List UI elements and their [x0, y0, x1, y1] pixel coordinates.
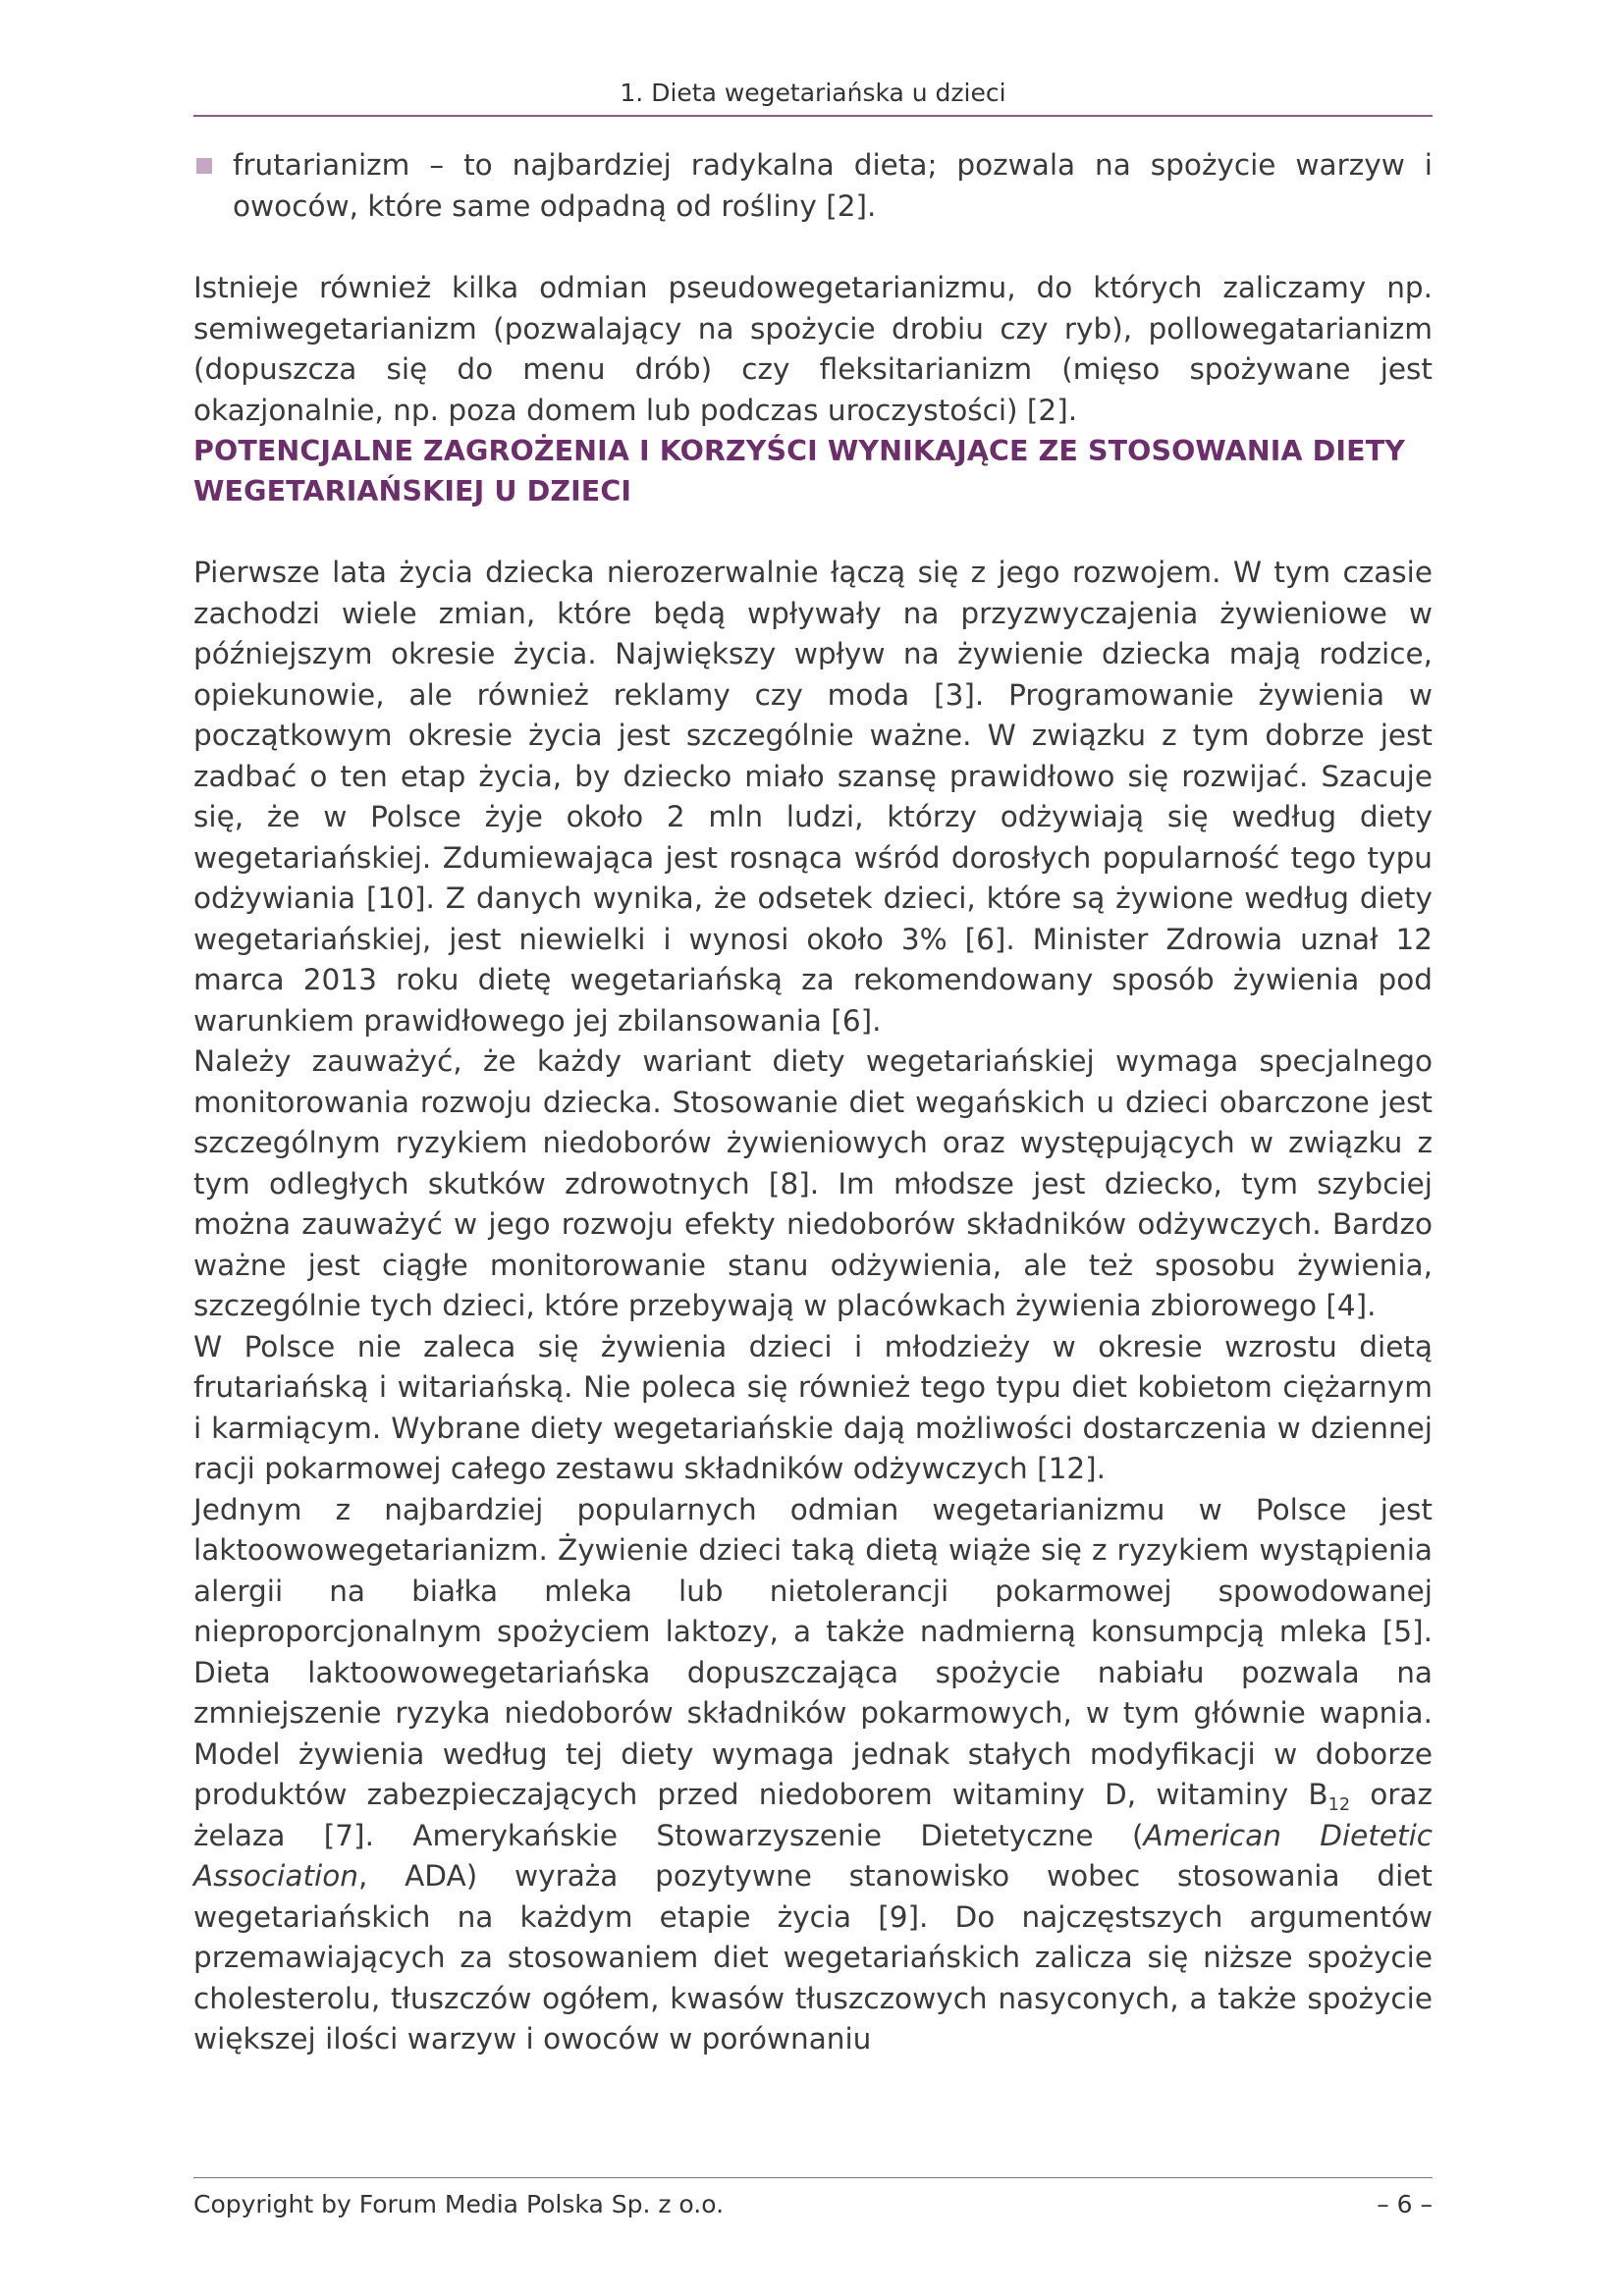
paragraph-text: oraz żelaza [7]. Amerykańskie Stowarzyszenie Dietetyczne ( [193, 1778, 1433, 1852]
section-heading: POTENCJALNE ZAGROŻENIA I KORZYŚCI WYNIKAJĄCE ZE STOSOWANIA DIETY WEGETARIAŃSKIEJ U DZIECI [193, 435, 1405, 507]
paragraph-recommendations: W Polsce nie zaleca się żywienia dzieci i młodzieży w okresie wzrostu dietą frutariańską i witariańską. Nie poleca się również tego typu diet kobietom ciężarnym i karmiącym. Wybrane diety wegetariańskie dają możliwości dostarczenia w dziennej racji pokarmowej całego zestawu składników odżywczych [12]. [193, 1329, 1433, 1485]
paragraph-monitoring: Należy zauważyć, że każdy wariant diety wegetariańskiej wymaga specjalnego monitorowania rozwoju dziecka. Stosowanie diet wegańskich u dzieci obarczone jest szczególnym ryzykiem niedoborów żywieniowych oraz występujących w związku z tym odległych skutków zdrowotnych [8]. Im młodsze jest dziecko, tym szybciej można zauważyć w jego rozwoju efekty niedoborów składników odżywczych. Bardzo ważne jest ciągłe monitorowanie stanu odżywienia, ale też sposobu żywienia, szczególnie tych dzieci, które przebywają w placówkach żywienia zbiorowego [4]. [193, 1044, 1433, 1322]
bullet-text: frutarianizm – to najbardziej radykalna dieta; pozwala na spożycie warzyw i owoców, które same odpadną od rośliny [2]. [233, 148, 1433, 223]
paragraph-text: Jednym z najbardziej popularnych odmian wegetarianizmu w Polsce jest laktoowowegetarianizm. Żywienie dzieci taką dietą wiąże się z ryzykiem wystąpienia alergii na białka mleka lub nietolerancji pokarmowej spowodowanej nieproporcjonalnym spożyciem laktozy, a także nadmierną konsumpcją mleka [5]. Dieta laktoowowegetariańska dopuszczająca spożycie nabiału pozwala na zmniejszenie ryzyka niedoborów składników pokarmowych, w tym głównie wapnia. Model żywienia według tej diety wymaga jednak stałych modyfikacji w doborze produktów zabezpieczających przed niedoborem witaminy D, witaminy B [193, 1492, 1433, 1811]
square-bullet-icon [196, 158, 212, 174]
subscript-12: 12 [1327, 1795, 1351, 1816]
paragraph-laktoowowegetarianizm [193, 1490, 1433, 2060]
footer-copyright: Copyright by Forum Media Polska Sp. z o.o. [193, 2190, 725, 2218]
paragraph-text: , ADA) wyraża pozytywne stanowisko wobec stosowania diet wegetariańskich na każdym etapie życia [9]. Do najczęstszych argumentów przemawiających za stosowaniem diet wegetariańskich zalicza się niższe spożycie cholesterolu, tłuszczów ogółem, kwasów tłuszczowych nasyconych, a także spożycie większej ilości warzyw i owoców w porównaniu [193, 1859, 1433, 2056]
paragraph-early-years: Pierwsze lata życia dziecka nierozerwalnie łączą się z jego rozwojem. W tym czasie zachodzi wiele zmian, które będą wpływały na przyzwyczajenia żywieniowe w późniejszym okresie życia. Największy wpływ na żywienie dziecka mają rodzice, opiekunowie, ale również reklamy czy moda [3]. Programowanie żywienia w początkowym okresie życia jest szczególnie ważne. W związku z tym dobrze jest zadbać o ten etap życia, by dziecko miało szansę prawidłowo się rozwijać. Szacuje się, że w Polsce żyje około 2 mln ludzi, którzy odżywiają się według diety wegetariańskiej. Zdumiewająca jest rosnąca wśród dorosłych popularność tego typu odżywiania [10]. Z danych wynika, że odsetek dzieci, które są żywione według diety wegetariańskiej, jest niewielki i wynosi około 3% [6]. Minister Zdrowia uznał 12 marca 2013 roku dietę wegetariańską za rekomendowany sposób żywienia pod warunkiem prawidłowego jej zbilansowania [6]. [193, 556, 1433, 1038]
list-item [193, 145, 1433, 227]
page-number: – 6 – [1377, 2190, 1433, 2218]
footer-divider [193, 2177, 1433, 2178]
paragraph-pseudowegetarianizm: Istnieje również kilka odmian pseudowegetarianizmu, do których zaliczamy np. semiwegetarianizm (pozwalający na spożycie drobiu czy ryb), pollowegatarianizm (dopuszcza się do menu drób) czy fleksitarianizm (mięso spożywane jest okazjonalnie, np. poza domem lub podczas uroczystości) [2]. [193, 271, 1433, 427]
header-divider [193, 115, 1433, 117]
italic-term: American Dietetic Association [193, 1818, 1433, 1893]
running-header: 1. Dieta wegetariańska u dzieci [620, 79, 1006, 107]
page-body [193, 145, 1433, 2060]
